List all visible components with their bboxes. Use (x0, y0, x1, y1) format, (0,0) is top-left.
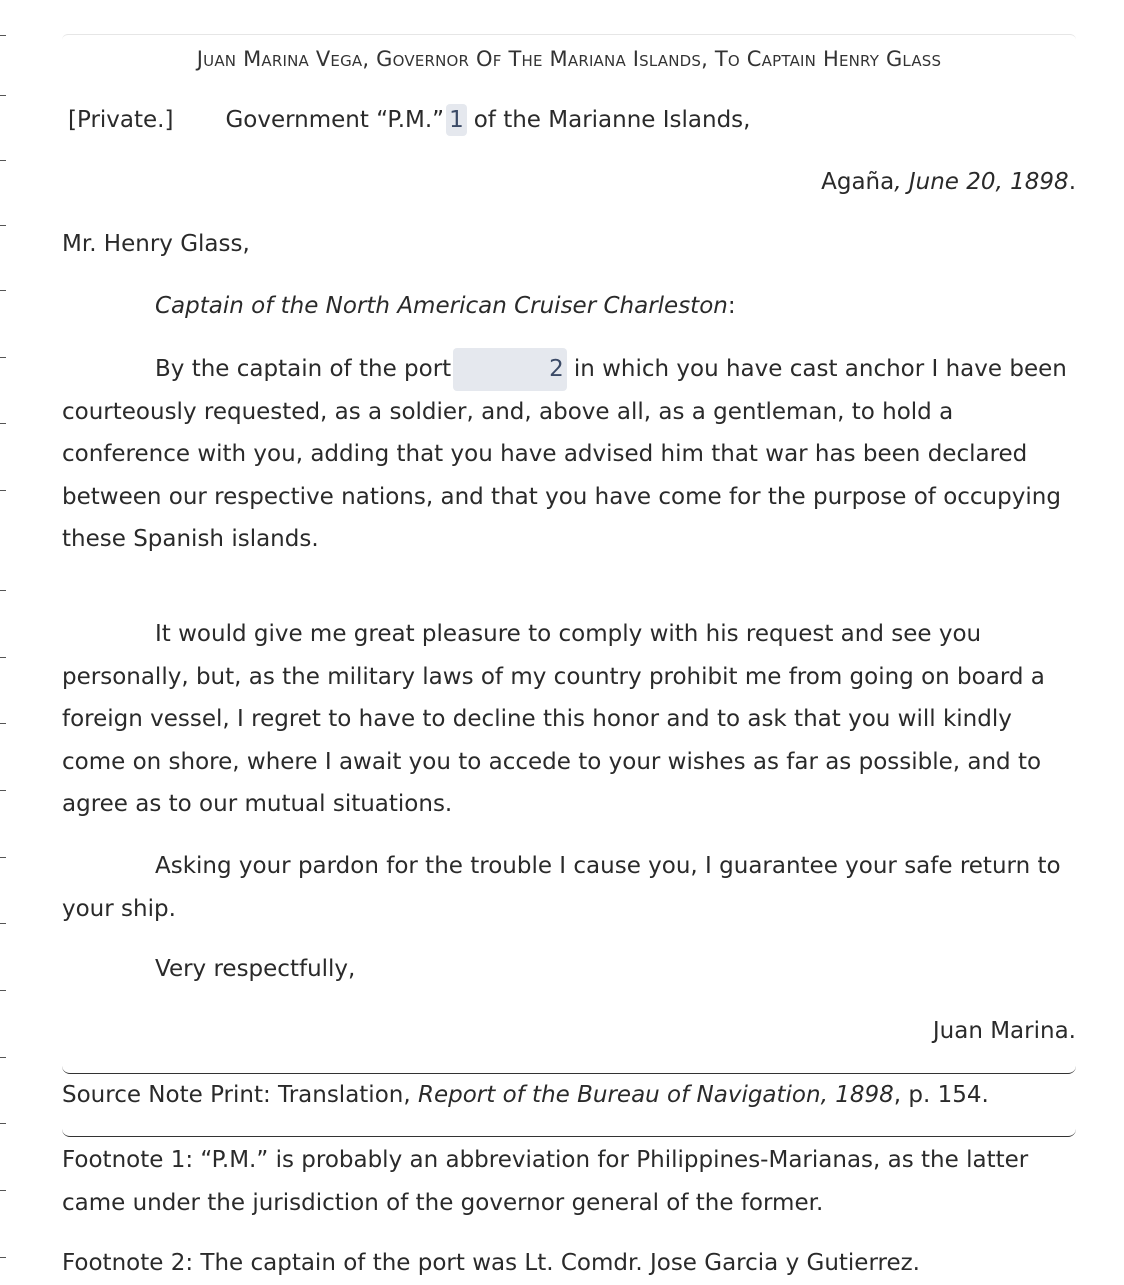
date-period: . (1068, 169, 1076, 195)
dateline (821, 166, 1076, 198)
signature: Juan Marina. (932, 1018, 1076, 1044)
salutation: Mr. Henry Glass, (62, 231, 250, 257)
addressee-colon: : (727, 293, 736, 319)
section-divider (62, 1065, 1076, 1074)
addressee-title (155, 290, 736, 322)
source-note-title: Report of the Bureau of Navigation, 1898 (417, 1082, 894, 1108)
footnote-ref-2[interactable]: 2 (453, 348, 567, 391)
section-divider (62, 1128, 1076, 1137)
left-edge-ticks (0, 0, 8, 1266)
footnote-2: Footnote 2: The captain of the port was Lt. Comdr. Jose Garcia y Gutierrez. (62, 1250, 920, 1276)
closing: Very respectfully, (155, 956, 356, 982)
paragraph-1-rest: in which you have cast anchor I have been courteously requested, as a soldier, and, above all, as a gentleman, to hold a conference with you, adding that you have advised him that war has been declared between our respective nations, and that you have come for the purpose of occupying these Spanish islands. (62, 356, 1067, 552)
paragraph-1 (62, 348, 1076, 561)
paragraph-1-start: By the captain of the port (155, 356, 452, 382)
paragraph-2: It would give me great pleasure to comply with his request and see you personally, but, as the military laws of my country prohibit me from going on board a foreign vessel, I regret to have to decline this honor and to ask that you will kindly come on shore, where I await you to accede to your wishes as far as possible, and to agree as to our mutual situations. (62, 621, 1045, 817)
source-note-suffix: , p. 154. (893, 1082, 989, 1108)
private-government-line (68, 104, 750, 136)
footnote-1: Footnote 1: “P.M.” is probably an abbreviation for Philippines-Marianas, as the latter came under the jurisdiction of the governor general of the former. (62, 1147, 1029, 1216)
footnote-ref-1[interactable]: 1 (446, 104, 467, 136)
private-label: [Private.] (68, 107, 174, 133)
date-value: , June 20, 1898 (894, 169, 1069, 195)
source-note-prefix: Source Note Print: Translation, (62, 1082, 418, 1108)
paragraph-3: Asking your pardon for the trouble I cause you, I guarantee your safe return to your ship. (62, 853, 1061, 922)
document-heading: Juan Marina Vega, Governor Of The Mariana Islands, To Captain Henry Glass (196, 47, 942, 71)
government-text-after: of the Marianne Islands, (473, 107, 751, 133)
source-note (62, 1079, 989, 1111)
addressee-text: Captain of the North American Cruiser Charleston (155, 293, 728, 319)
government-text: Government “P.M.” (225, 107, 445, 133)
date-place: Agaña (821, 169, 895, 195)
